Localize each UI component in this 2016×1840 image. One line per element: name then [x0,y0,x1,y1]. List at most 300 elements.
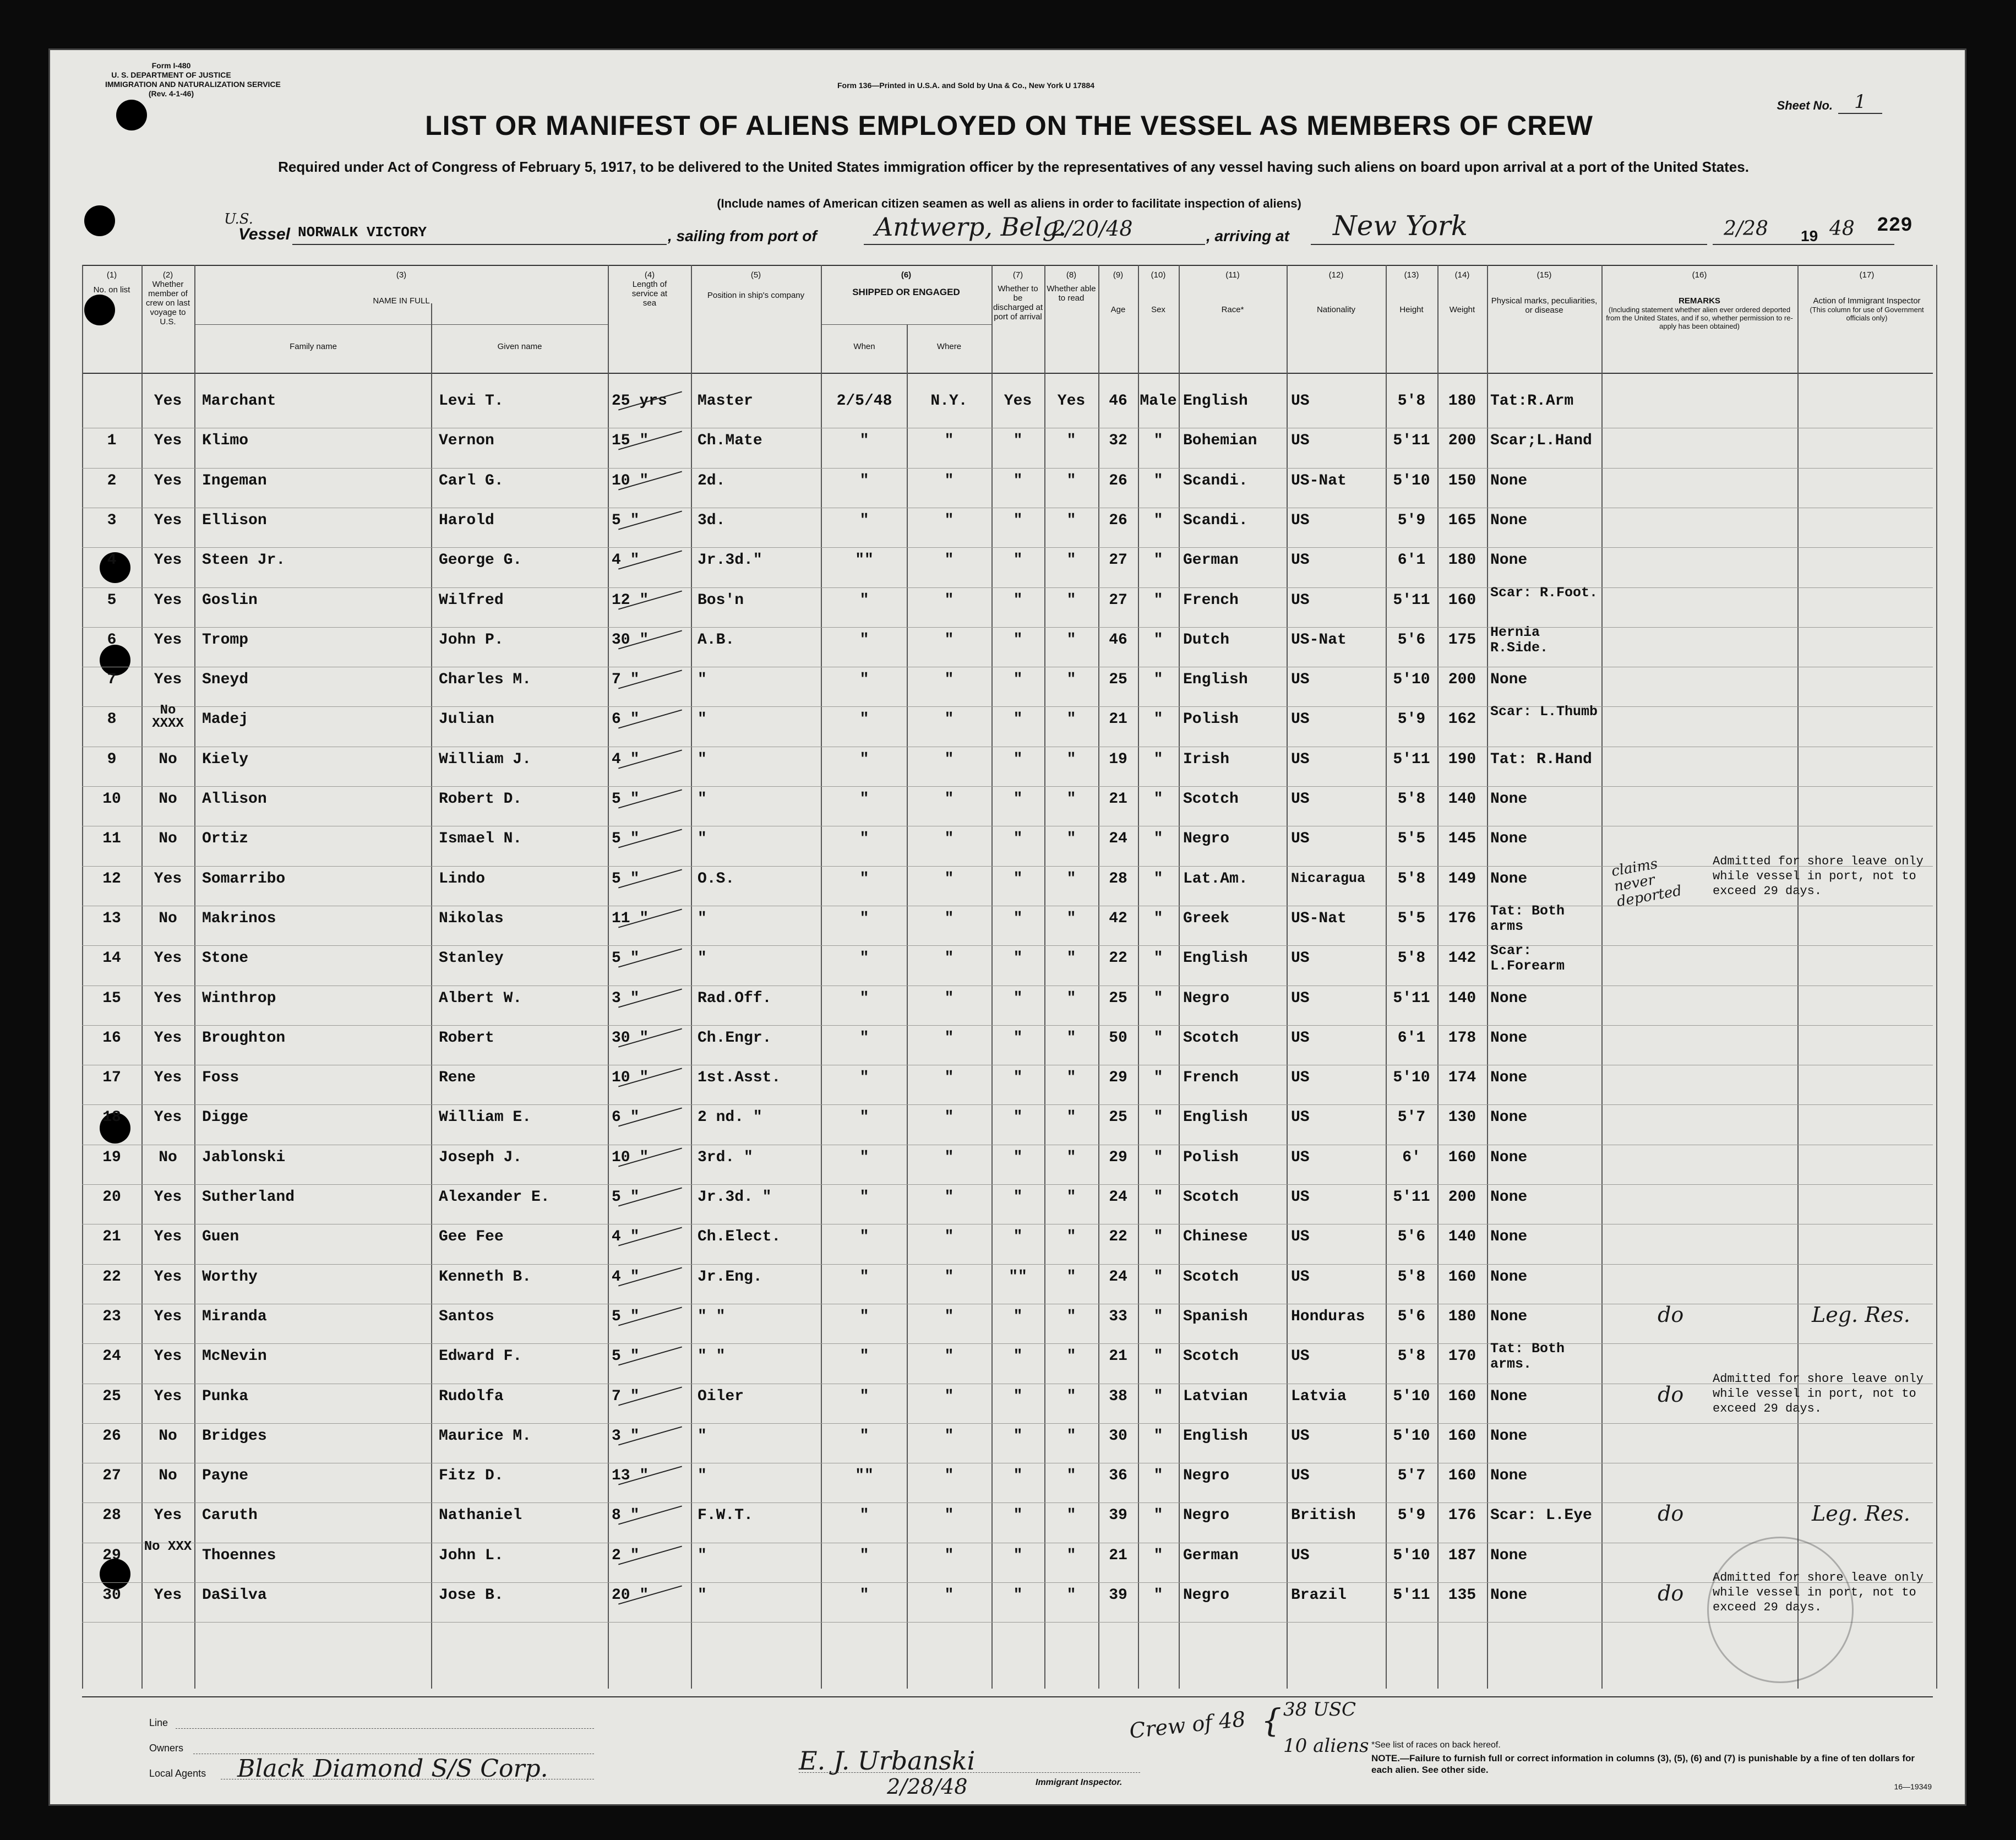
physical-marks: Tat:R.Arm [1490,393,1574,410]
height: 5'10 [1393,1387,1430,1405]
sex: " [1153,1467,1163,1485]
penalty-note: NOTE.—Failure to furnish full or correct information in columns (3), (5), (6) and (7) is punishable by a fine of ten dollars for each alien. See other side. [1371,1753,1915,1775]
shipped-when: " [859,591,869,609]
height: 6' [1402,1148,1421,1166]
inspector-action: Admitted for shore leave only while vessel in port, not to exceed 29 days. [1713,1371,1924,1416]
height: 5'6 [1397,631,1426,649]
col-header-1: (1) No. on list [93,270,130,295]
service-length: 2 " [612,1547,640,1564]
nationality: US [1291,511,1310,529]
nationality: US [1291,989,1310,1007]
row-number: 17 [102,1069,121,1087]
position: " [698,671,707,689]
given-name: Alexander E. [439,1189,550,1206]
col-header-6: (6) SHIPPED OR ENGAGED [852,270,960,297]
shipped-where: " [944,1189,954,1206]
page-title: LIST OR MANIFEST OF ALIENS EMPLOYED ON THE VESSEL AS MEMBERS OF CREW [425,110,1593,141]
col-header-9: (9) Age [1110,270,1126,314]
age: 26 [1109,472,1127,489]
family-name: Tromp [202,631,249,649]
arrival-date: 2/28 [1724,217,1768,240]
height: 5'11 [1393,591,1430,609]
position: A.B. [698,631,735,649]
sheet-label: Sheet No. [1777,99,1833,112]
shipped-where: " [944,591,954,609]
physical-marks: Tat: Both arms. [1490,1341,1565,1373]
family-name: Sneyd [202,671,249,689]
service-length: 30 " [612,1029,649,1047]
year-label: 19 [1801,227,1818,244]
shipped-where: " [944,1348,954,1365]
service-length: 10 " [612,472,649,489]
inspector-signature: E. J. Urbanski [799,1746,976,1776]
able-to-read: " [1066,711,1076,728]
position: Master [698,393,753,410]
form-number: Form I-480 [151,61,191,70]
given-name: John P. [439,631,504,649]
row-number: 6 [107,631,117,649]
position: Jr.3d." [698,552,762,569]
row-number: 29 [102,1547,121,1564]
discharged: " [1013,1069,1023,1087]
weight: 160 [1448,1387,1476,1405]
height: 5'8 [1397,950,1426,967]
service-length: 15 " [612,432,649,450]
race: Bohemian [1183,432,1257,450]
height: 5'6 [1397,1308,1426,1325]
family-name: Klimo [202,432,249,450]
age: 21 [1109,791,1127,808]
previous-voyage: No [159,1427,177,1445]
shipped-when: " [859,1507,869,1525]
discharged: " [1013,1507,1023,1525]
height: 5'9 [1397,511,1426,529]
able-to-read: " [1066,950,1076,967]
service-length: 12 " [612,591,649,609]
race: Negro [1183,1467,1230,1485]
previous-voyage: No [159,830,177,848]
age: 36 [1109,1467,1127,1485]
discharged: " [1013,950,1023,967]
shipped-where: " [944,830,954,848]
discharged: " [1013,671,1023,689]
weight: 180 [1448,393,1476,410]
physical-marks: None [1490,870,1528,888]
weight: 140 [1448,989,1476,1007]
position: Ch.Elect. [698,1228,781,1246]
shipped-where: " [944,1228,954,1246]
physical-marks: None [1490,1148,1528,1166]
service-length: 5 " [612,1308,640,1325]
nationality: US [1291,1029,1310,1047]
age: 30 [1109,1427,1127,1445]
sex: " [1153,1029,1163,1047]
inspector-action: Admitted for shore leave only while vessel in port, not to exceed 29 days. [1713,1571,1924,1614]
race: Latvian [1183,1387,1248,1405]
service-length: 20 " [612,1587,649,1604]
sex: " [1153,631,1163,649]
sex: " [1153,552,1163,569]
able-to-read: " [1066,1387,1076,1405]
remarks: do [1658,1501,1684,1526]
given-name: Lindo [439,870,486,888]
age: 24 [1109,1189,1127,1206]
row-number: 21 [102,1228,121,1246]
position: " " [698,1308,726,1325]
col-header-when: When [853,342,875,351]
given-name: Nikolas [439,910,504,927]
race: Chinese [1183,1228,1248,1246]
service-length: 5 " [612,830,640,848]
position: 1st.Asst. [698,1069,781,1087]
service-length: 3 " [612,989,640,1007]
arriving-label: , arriving at [1206,227,1289,244]
able-to-read: " [1066,472,1076,489]
given-name: Nathaniel [439,1507,522,1525]
race: Negro [1183,1507,1230,1525]
shipped-where: " [944,631,954,649]
discharged: "" [1009,1268,1027,1286]
col-header-5: (5) Position in ship's company [707,270,805,300]
discharged: " [1013,1427,1023,1445]
able-to-read: " [1066,1189,1076,1206]
physical-marks: None [1490,472,1528,489]
shipped-where: N.Y. [930,393,968,410]
age: 39 [1109,1507,1127,1525]
given-name: Vernon [439,432,494,450]
given-name: George G. [439,552,522,569]
race: English [1183,671,1248,689]
race: Negro [1183,989,1230,1007]
nationality: US-Nat [1291,472,1347,489]
weight: 165 [1448,511,1476,529]
shipped-when: " [859,1308,869,1325]
row-number: 26 [102,1427,121,1445]
row-number: 2 [107,472,117,489]
race: Polish [1183,1148,1239,1166]
given-name: Stanley [439,950,504,967]
col-header-3: (3) NAME IN FULL [373,270,430,306]
arrival-year: 48 [1829,217,1855,240]
weight: 174 [1448,1069,1476,1087]
able-to-read: " [1066,791,1076,808]
previous-voyage: Yes [154,552,182,569]
page-number: 229 [1877,214,1913,237]
col-header-16: (16) REMARKS (Including statement whether alien ever ordered deported from the United States, and if so, whether permission to re-apply has been obtained) [1606,270,1793,330]
height: 5'11 [1393,1587,1430,1604]
shipped-when: " [859,1427,869,1445]
position: Bos'n [698,591,744,609]
shipped-when: " [859,432,869,450]
service-length: 6 " [612,711,640,728]
position: 2 nd. " [698,1109,762,1126]
shipped-when: " [859,989,869,1007]
able-to-read: " [1066,1268,1076,1286]
crew-brace: { [1261,1702,1282,1739]
discharged: " [1013,1547,1023,1564]
nationality: US [1291,1268,1310,1286]
sex: " [1153,1148,1163,1166]
family-name: Madej [202,711,249,728]
height: 5'7 [1397,1109,1426,1126]
physical-marks: None [1490,1069,1528,1087]
physical-marks: Tat: Both arms [1490,902,1565,934]
able-to-read: " [1066,1587,1076,1604]
age: 25 [1109,1109,1127,1126]
shipped-where: " [944,511,954,529]
given-name: Edward F. [439,1348,522,1365]
weight: 176 [1448,910,1476,927]
family-name: Punka [202,1387,249,1405]
height: 5'10 [1393,1427,1430,1445]
age: 27 [1109,591,1127,609]
able-to-read: " [1066,750,1076,768]
shipped-when: " [859,1547,869,1564]
nationality: US [1291,1348,1310,1365]
previous-voyage: No [159,910,177,927]
discharged: " [1013,591,1023,609]
family-name: Bridges [202,1427,267,1445]
age: 50 [1109,1029,1127,1047]
shipped-when: " [859,1387,869,1405]
nationality: US [1291,1189,1310,1206]
row-number: 14 [102,950,121,967]
col-header-8: (8) Whether able to read [1047,270,1096,303]
shipped-when: " [859,711,869,728]
race: French [1183,591,1239,609]
footer-agents-label: Local Agents [149,1768,206,1779]
age: 42 [1109,910,1127,927]
given-name: Fitz D. [439,1467,504,1485]
able-to-read: " [1066,1547,1076,1564]
family-name: Steen Jr. [202,552,286,569]
service-length: 7 " [612,671,640,689]
service-length: 5 " [612,870,640,888]
discharged: " [1013,1189,1023,1206]
family-name: Sutherland [202,1189,295,1206]
previous-voyage: Yes [154,1069,182,1087]
age: 46 [1109,631,1127,649]
row-number: 8 [107,711,117,728]
height: 5'9 [1397,1507,1426,1525]
given-name: Wilfred [439,591,504,609]
race: Dutch [1183,631,1230,649]
position: 3rd. " [698,1148,753,1166]
previous-voyage: Yes [154,1268,182,1286]
sex: " [1153,910,1163,927]
sex: " [1153,1268,1163,1286]
position: " [698,830,707,848]
height: 5'5 [1397,910,1426,927]
discharged: Yes [1004,393,1032,410]
given-name: Harold [439,511,494,529]
race: Greek [1183,910,1230,927]
able-to-read: " [1066,1069,1076,1087]
given-name: Jose B. [439,1587,504,1604]
nationality: US [1291,1547,1310,1564]
weight: 160 [1448,1427,1476,1445]
row-number: 9 [107,750,117,768]
col-header-13: (13) Height [1399,270,1424,314]
physical-marks: None [1490,511,1528,529]
footer-line-label: Line [149,1717,168,1728]
physical-marks: None [1490,1387,1528,1405]
position: F.W.T. [698,1507,753,1525]
remarks: do [1658,1581,1684,1605]
row-number: 23 [102,1308,121,1325]
height: 5'8 [1397,1348,1426,1365]
shipped-when: " [859,870,869,888]
given-name: Carl G. [439,472,504,489]
nationality: US [1291,830,1310,848]
physical-marks: None [1490,791,1528,808]
col-header-family-name: Family name [290,342,337,351]
position: " [698,1427,707,1445]
race: Negro [1183,830,1230,848]
position: " [698,910,707,927]
age: 19 [1109,750,1127,768]
weight: 200 [1448,1189,1476,1206]
shipped-where: " [944,750,954,768]
sex: " [1153,750,1163,768]
given-name: Robert [439,1029,494,1047]
discharged: " [1013,1148,1023,1166]
row-number: 12 [102,870,121,888]
row-number: 15 [102,989,121,1007]
nationality: US [1291,1228,1310,1246]
family-name: Ortiz [202,830,249,848]
race: Spanish [1183,1308,1248,1325]
nationality: US-Nat [1291,910,1347,927]
age: 33 [1109,1308,1127,1325]
height: 5'11 [1393,432,1430,450]
discharged: " [1013,989,1023,1007]
position: Oiler [698,1387,744,1405]
discharged: " [1013,750,1023,768]
able-to-read: Yes [1057,393,1086,410]
discharged: " [1013,1348,1023,1365]
shipped-where: " [944,472,954,489]
weight: 162 [1448,711,1476,728]
family-name: Marchant [202,393,276,410]
weight: 190 [1448,750,1476,768]
sex: " [1153,1507,1163,1525]
previous-voyage: Yes [154,631,182,649]
row-number: 30 [102,1587,121,1604]
race: Lat.Am. [1183,870,1248,888]
service-length: 8 " [612,1507,640,1525]
family-name: Worthy [202,1268,258,1286]
previous-voyage: No [159,750,177,768]
shipped-when: " [859,472,869,489]
height: 5'8 [1397,870,1426,888]
given-name: William E. [439,1109,532,1126]
sex: " [1153,791,1163,808]
family-name: McNevin [202,1348,267,1365]
crew-count-note: Crew of 48 [1128,1707,1247,1743]
age: 24 [1109,1268,1127,1286]
discharged: " [1013,631,1023,649]
service-length: 5 " [612,1348,640,1365]
race: German [1183,1547,1239,1564]
nationality: Honduras [1291,1308,1365,1325]
able-to-read: " [1066,1507,1076,1525]
position: " " [698,1348,726,1365]
shipped-when: " [859,1109,869,1126]
previous-voyage: Yes [154,393,182,410]
row-number: 22 [102,1268,121,1286]
col-header-17: (17) Action of Immigrant Inspector (This column for use of Government officials only) [1810,270,1924,322]
height: 5'10 [1393,671,1430,689]
family-name: Caruth [202,1507,258,1525]
service-length: 5 " [612,511,640,529]
discharged: " [1013,870,1023,888]
previous-voyage: Yes [154,1109,182,1126]
position: O.S. [698,870,735,888]
service-length: 11 " [612,910,649,927]
race: English [1183,1427,1248,1445]
physical-marks: None [1490,1268,1528,1286]
physical-marks: None [1490,1547,1528,1564]
nationality: US [1291,671,1310,689]
given-name: Julian [439,711,494,728]
service-length: 5 " [612,791,640,808]
position: " [698,750,707,768]
age: 39 [1109,1587,1127,1604]
age: 24 [1109,830,1127,848]
family-name: Payne [202,1467,249,1485]
nationality: US [1291,591,1310,609]
position: " [698,711,707,728]
weight: 160 [1448,1148,1476,1166]
sex: " [1153,1387,1163,1405]
previous-voyage: Yes [154,1228,182,1246]
manifest-sheet [48,48,1966,1806]
previous-voyage: No [159,791,177,808]
able-to-read: " [1066,830,1076,848]
instruction-note: (Include names of American citizen seamen as well as aliens in order to facilitate inspection of aliens) [717,197,1301,210]
age: 29 [1109,1069,1127,1087]
able-to-read: " [1066,870,1076,888]
weight: 187 [1448,1547,1476,1564]
sex: " [1153,870,1163,888]
height: 5'8 [1397,393,1426,410]
service-length: 30 " [612,631,649,649]
previous-voyage: Yes [154,1587,182,1604]
sex: Male [1140,393,1177,410]
service-length: 4 " [612,552,640,569]
shipped-where: " [944,552,954,569]
height: 5'10 [1393,1547,1430,1564]
row-number: 16 [102,1029,121,1047]
family-name: Allison [202,791,267,808]
position: " [698,1467,707,1485]
physical-marks: None [1490,1109,1528,1126]
sailing-port: Antwerp, Belg. [875,212,1067,242]
service-length: 10 " [612,1148,649,1166]
remarks: do [1658,1382,1684,1407]
sheet-number: 1 [1838,91,1882,114]
weight: 200 [1448,671,1476,689]
row-number: 11 [102,830,121,848]
family-name: Goslin [202,591,258,609]
physical-marks: None [1490,671,1528,689]
shipped-where: " [944,1467,954,1485]
discharged: " [1013,1029,1023,1047]
age: 32 [1109,432,1127,450]
height: 5'6 [1397,1228,1426,1246]
shipped-where: " [944,1069,954,1087]
